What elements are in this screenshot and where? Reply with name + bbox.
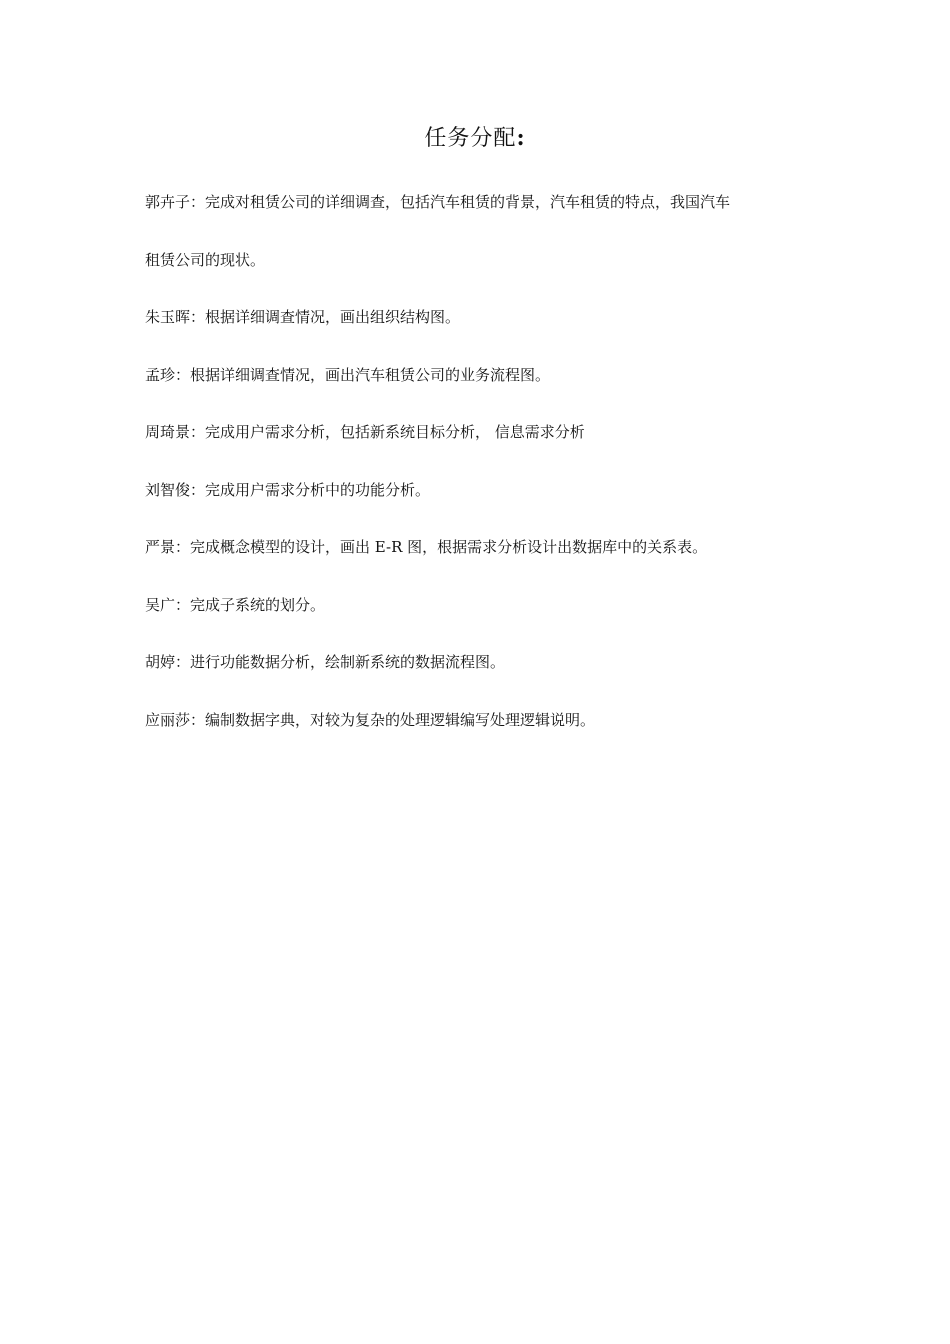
task-line: 周琦景：完成用户需求分析，包括新系统目标分析， 信息需求分析 [145,423,585,441]
task-line: 刘智俊：完成用户需求分析中的功能分析。 [145,480,431,499]
task-line: 孟珍：根据详细调查情况，画出汽车租赁公司的业务流程图。 [145,365,551,384]
task-line: 租赁公司的现状。 [145,250,266,269]
title-colon: : [516,125,526,151]
task-line: 郭卉子：完成对租赁公司的详细调查，包括汽车租赁的背景，汽车租赁的特点，我国汽车 [145,193,731,211]
task-line: 胡婷：进行功能数据分析，绘制新系统的数据流程图。 [145,653,506,671]
task-line: 严景：完成概念模型的设计，画出 E-R 图，根据需求分析设计出数据库中的关系表。 [145,538,708,556]
title-text: 任务分配 [424,126,517,151]
task-line: 朱玉晖：根据详细调查情况，画出组织结构图。 [145,308,461,326]
task-line: 应丽莎：编制数据字典，对较为复杂的处理逻辑编写处理逻辑说明。 [145,710,596,729]
task-line: 吴广：完成子系统的划分。 [145,595,326,614]
page-title [0,122,950,155]
task-list [145,188,817,763]
